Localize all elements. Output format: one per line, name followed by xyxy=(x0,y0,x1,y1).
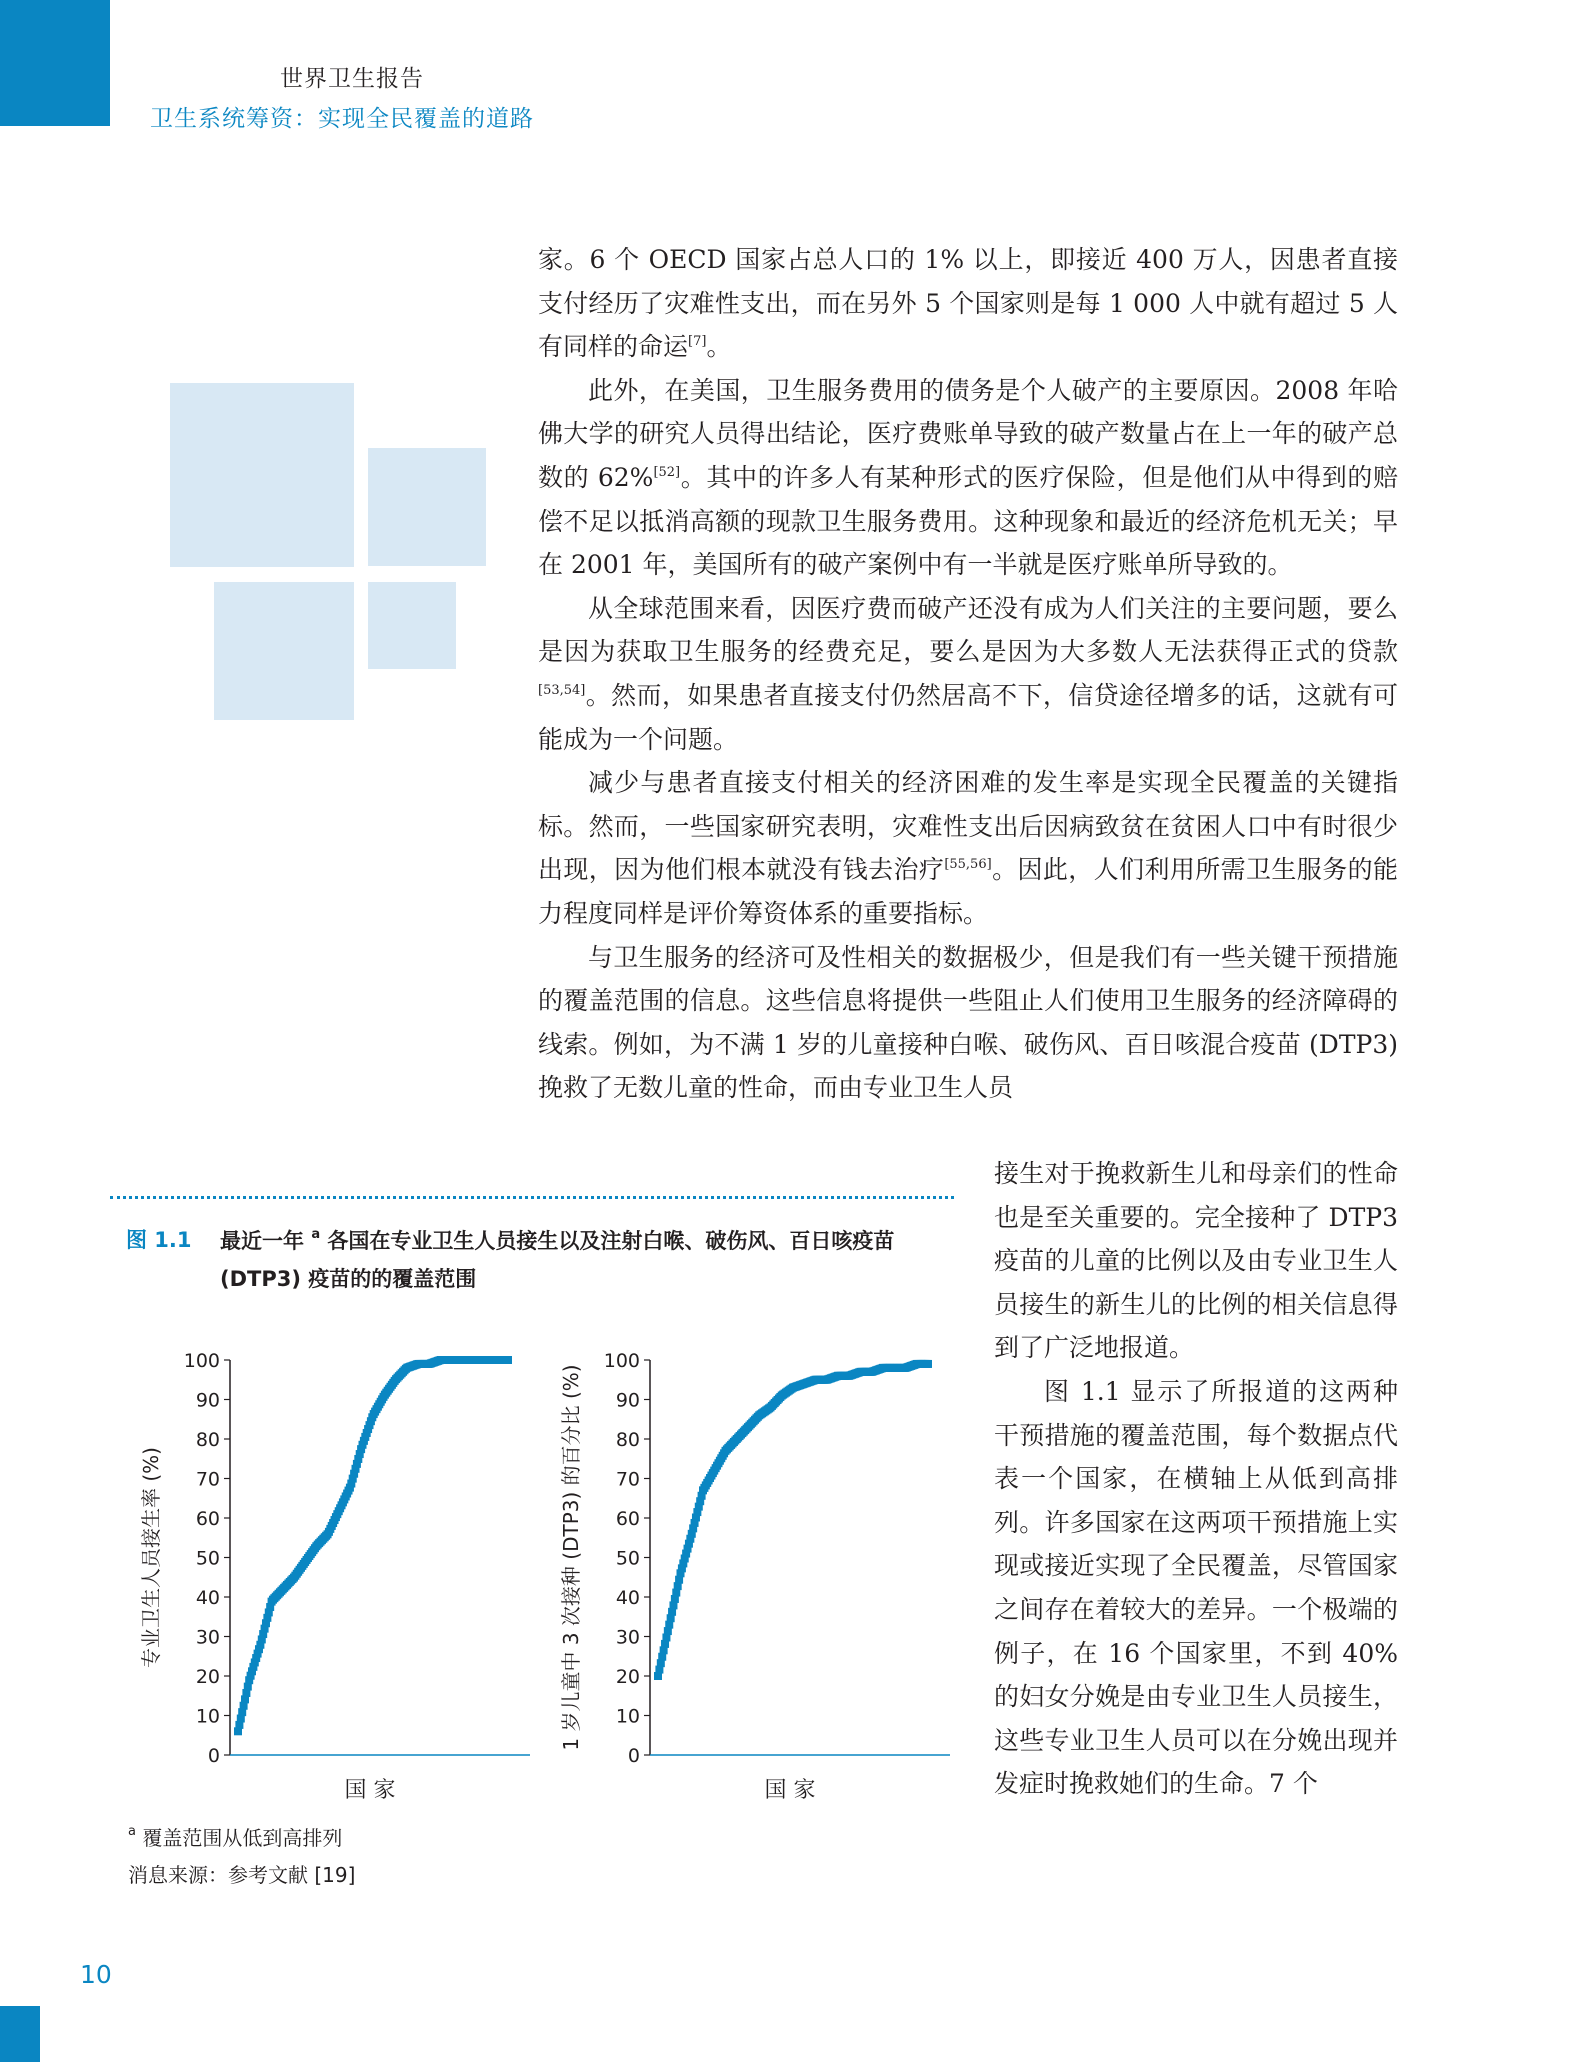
reference-7: [7] xyxy=(688,334,707,350)
y-tick-label: 70 xyxy=(195,1468,220,1491)
y-tick-label: 100 xyxy=(183,1350,220,1372)
y-tick-label: 20 xyxy=(615,1666,640,1688)
paragraph-4: 减少与患者直接支付相关的经济困难的发生率是实现全民覆盖的关键指标。然而，一些国家研究表明，灾难性支出后因病致贫在贫困人口中有时很少出现，因为他们根本就没有钱去治疗[55,56]。因此，人们利用所需卫生服务的能力程度同样是评价筹资体系的重要指标。 xyxy=(538,768,1398,928)
x-axis-label: 国 家 xyxy=(764,1778,816,1803)
y-tick-label: 60 xyxy=(615,1508,640,1530)
y-tick-label: 0 xyxy=(627,1745,640,1767)
y-tick-label: 0 xyxy=(207,1745,220,1767)
y-tick-label: 50 xyxy=(615,1547,640,1570)
data-point xyxy=(504,1356,512,1364)
skilled-birth-attendance-chart xyxy=(139,1350,530,1803)
footer-color-tab xyxy=(0,2006,40,2062)
y-tick-label: 30 xyxy=(195,1626,220,1649)
y-tick-label: 90 xyxy=(615,1389,640,1412)
y-tick-label: 80 xyxy=(195,1429,220,1451)
paragraph-2: 此外，在美国，卫生服务费用的债务是个人破产的主要原因。2008 年哈佛大学的研究人员得出结论，医疗费账单导致的破产数量占在上一年的破产总数的 62%[52]。其中的许多人有某种形式的医疗保险，但是他们从中得到的赔偿不足以抵消高额的现款卫生服务费用。这种现象和最近的经济危机无关；早在 2001 年，美国所有的破产案例中有一半就是医疗账单所导致的。 xyxy=(538,375,1398,580)
figure-source: 消息来源：参考文献 [19] xyxy=(128,1863,356,1887)
coverage-charts xyxy=(130,1310,960,1803)
decorative-square xyxy=(214,582,354,720)
y-tick-label: 50 xyxy=(195,1547,220,1570)
y-tick-label: 40 xyxy=(615,1587,640,1609)
y-tick-label: 10 xyxy=(195,1705,220,1728)
page-number: 10 xyxy=(80,1960,112,1989)
paragraph-1: 家。6 个 OECD 国家占总人口的 1% 以上，即接近 400 万人，因患者直接支付经历了灾难性支出，而在另外 5 个国家则是每 1 000 人中就有超过 5 人有同样的命运[7]。 xyxy=(538,245,1398,362)
reference-55-56: [55,56] xyxy=(944,857,992,873)
x-axis-label: 国 家 xyxy=(344,1778,396,1803)
paragraph-5: 与卫生服务的经济可及性相关的数据极少，但是我们有一些关键干预措施的覆盖范围的信息。这些信息将提供一些阻止人们使用卫生服务的经济障碍的线索。例如，为不满 1 岁的儿童接种白喉、破伤风、百日咳混合疫苗 (DTP3) 挽救了无数儿童的性命，而由专业卫生人员 xyxy=(538,942,1398,1103)
reference-53-54: [53,54] xyxy=(538,682,586,698)
paragraph-6: 图 1.1 显示了所报道的这两种干预措施的覆盖范围，每个数据点代表一个国家，在横轴上从低到高排列。许多国家在这两项干预措施上实现或接近实现了全民覆盖，尽管国家之间存在着较大的差异。一个极端的例子，在 16 个国家里，不到 40% 的妇女分娩是由专业卫生人员接生，这些专业卫生人员可以在分娩出现并发症时挽救她们的生命。7 个 xyxy=(994,1376,1398,1799)
figure-caption: 最近一年 $^a$ 各国在专业卫生人员接生以及注射白喉、破伤风、百日咳疫苗 (DTP3) 疫苗的的覆盖范围 xyxy=(220,1227,895,1291)
report-subtitle: 卫生系统筹资：实现全民覆盖的道路 xyxy=(150,106,534,132)
body-text xyxy=(538,238,1398,1110)
decorative-square xyxy=(170,383,354,567)
data-point xyxy=(924,1360,932,1368)
y-tick-label: 90 xyxy=(195,1389,220,1412)
y-tick-label: 60 xyxy=(195,1508,220,1530)
y-tick-label: 40 xyxy=(195,1587,220,1609)
header-color-tab xyxy=(0,0,110,126)
report-title: 世界卫生报告 xyxy=(280,66,424,92)
decorative-square xyxy=(368,448,486,566)
y-axis-label: 1 岁儿童中 3 次接种 (DTP3) 的百分比 (%) xyxy=(559,1364,583,1751)
paragraph-5-continued: 接生对于挽救新生儿和母亲们的性命也是至关重要的。完全接种了 DTP3 疫苗的儿童的比例以及由专业卫生人员接生的新生儿的比例的相关信息得到了广泛地报道。 xyxy=(994,1159,1398,1363)
y-tick-label: 20 xyxy=(195,1666,220,1688)
y-tick-label: 30 xyxy=(615,1626,640,1649)
caption-footnote-mark: a xyxy=(311,1227,321,1242)
figure-divider xyxy=(110,1196,954,1199)
y-tick-label: 80 xyxy=(615,1429,640,1451)
figure-number: 图 1.1 xyxy=(126,1228,192,1252)
figure-footnote: $^a$ 覆盖范围从低到高排列 xyxy=(128,1824,343,1850)
body-text-narrow xyxy=(994,1152,1398,1806)
dtp3-immunization-chart xyxy=(559,1350,950,1803)
decorative-square xyxy=(368,582,456,669)
paragraph-3: 从全球范围来看，因医疗费而破产还没有成为人们关注的主要问题，要么是因为获取卫生服务的经费充足，要么是因为大多数人无法获得正式的贷款[53,54]。然而，如果患者直接支付仍然居高不下，信贷途径增多的话，这就有可能成为一个问题。 xyxy=(538,593,1398,754)
y-axis-label: 专业卫生人员接生率 (%) xyxy=(139,1447,163,1668)
y-tick-label: 100 xyxy=(603,1350,640,1372)
y-tick-label: 10 xyxy=(615,1705,640,1728)
reference-52: [52] xyxy=(653,464,681,480)
y-tick-label: 70 xyxy=(615,1468,640,1491)
